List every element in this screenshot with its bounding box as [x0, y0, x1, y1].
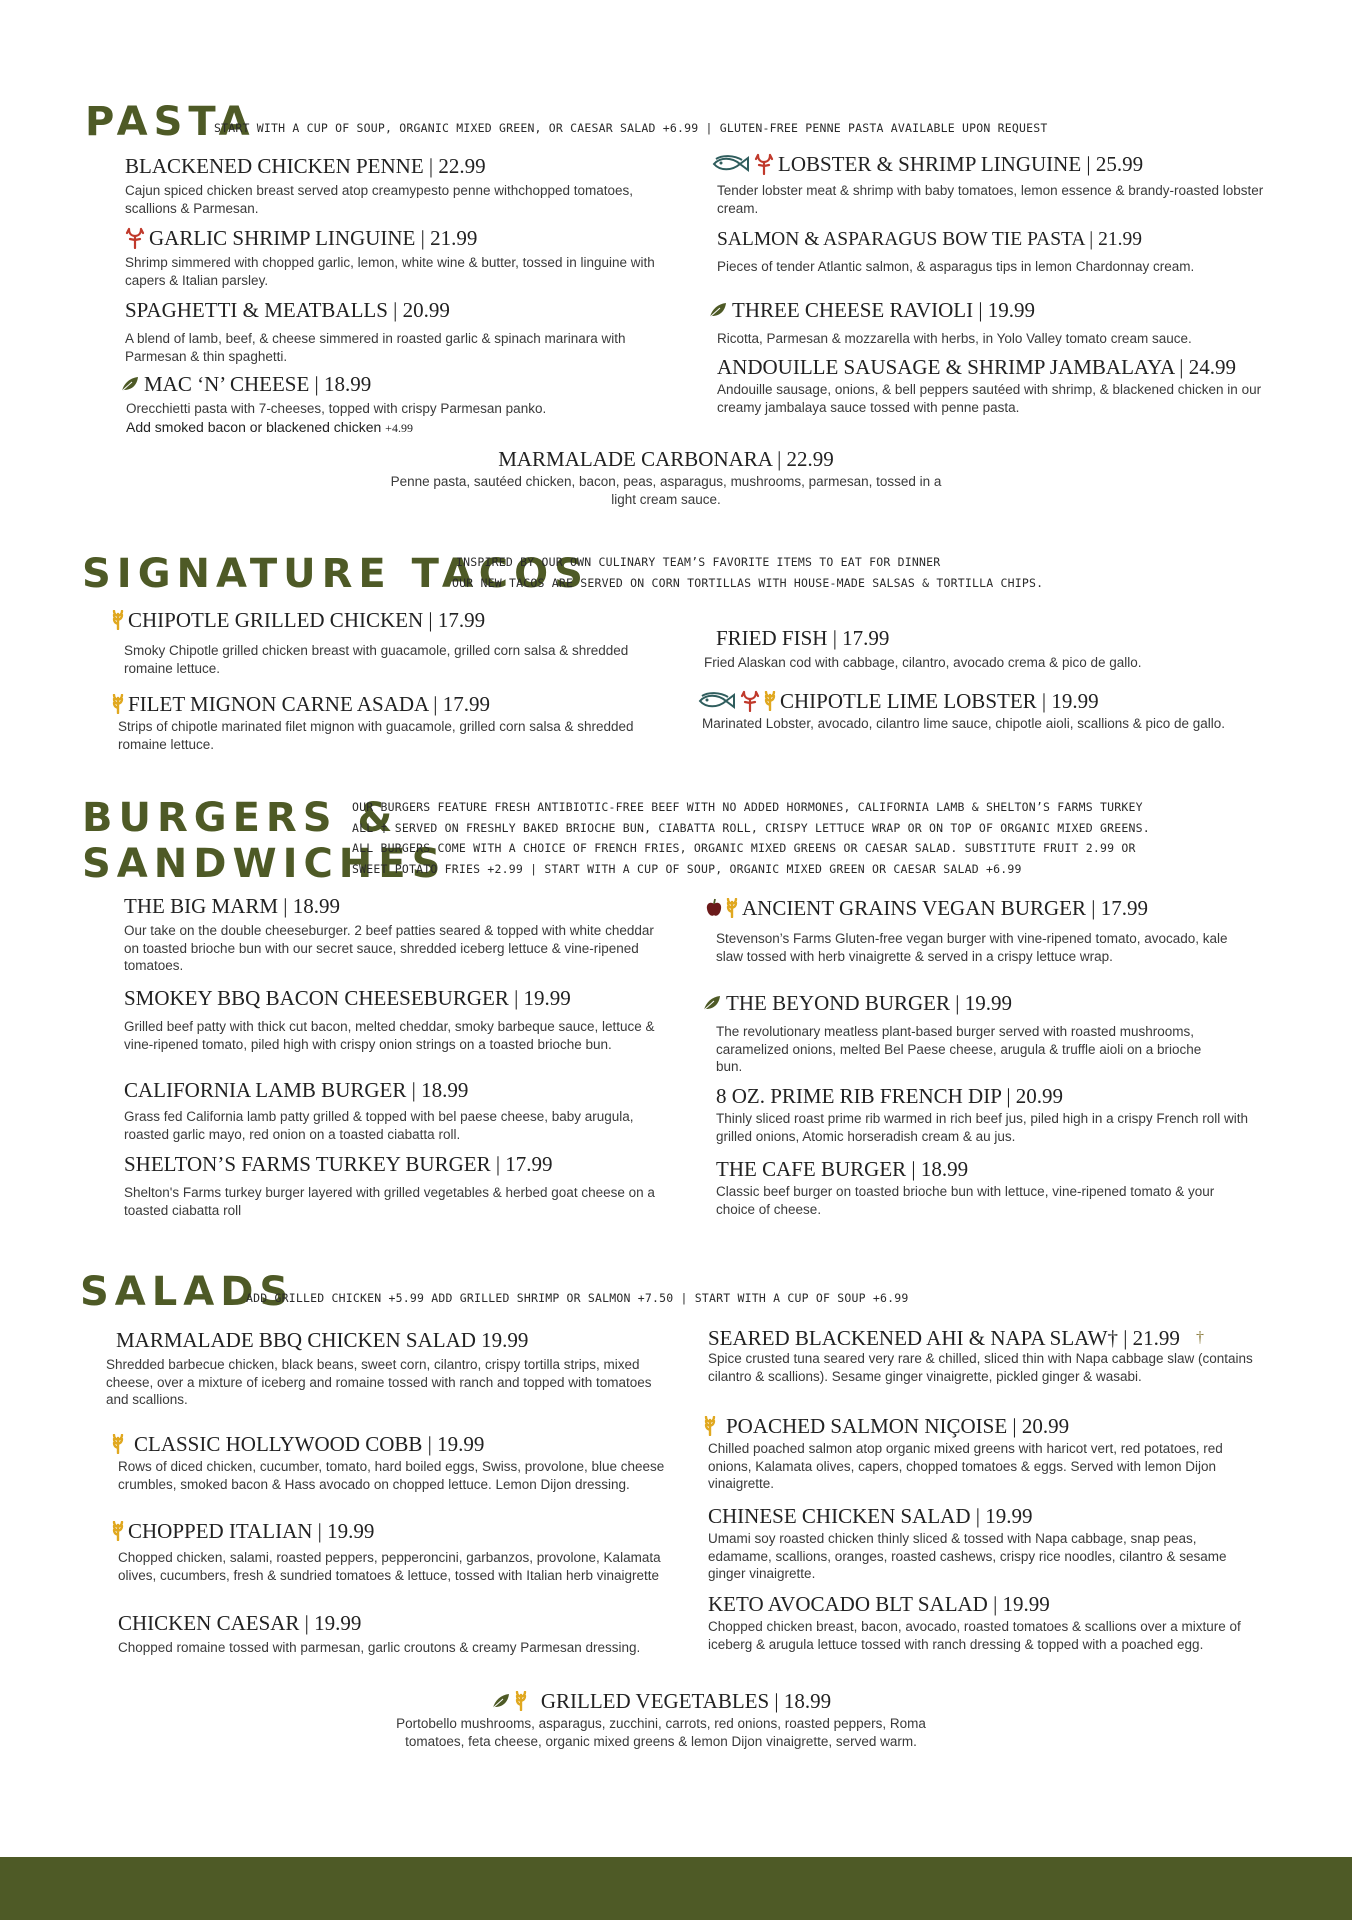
item-desc: Shelton's Farms turkey burger layered with grilled vegetables & herbed goat cheese on a toasted ciabatta roll [124, 1185, 655, 1218]
menu-item [118, 1611, 658, 1657]
gluten-free-icon [726, 898, 738, 918]
menu-item [717, 355, 1272, 416]
item-name: CHIPOTLE LIME LOBSTER | 19.99 [780, 689, 1099, 713]
item-desc: Chopped romaine tossed with parmesan, garlic croutons & creamy Parmesan dressing. [118, 1640, 641, 1655]
item-name: SMOKEY BBQ BACON CHEESEBURGER | 19.99 [124, 986, 571, 1010]
menu-item [125, 298, 645, 365]
menu-item [112, 1519, 667, 1584]
item-name: CALIFORNIA LAMB BURGER | 18.99 [124, 1078, 469, 1102]
menu-item [125, 154, 665, 217]
menu-item [124, 986, 669, 1053]
item-desc: Stevenson’s Farms Gluten-free vegan burger with vine-ripened tomato, avocado, kale slaw tossed with herb vinaigrette & served in a crispy lettuce wrap. [716, 931, 1228, 964]
vegan-apple-icon [706, 898, 722, 918]
menu-item [396, 1689, 926, 1750]
item-name: SEARED BLACKENED AHI & NAPA SLAW† | 21.99 [708, 1326, 1180, 1350]
item-name: THE BIG MARM | 18.99 [124, 894, 340, 918]
menu-item [704, 626, 1264, 672]
gluten-free-icon [112, 1434, 124, 1454]
item-desc: Tender lobster meat & shrimp with baby tomatoes, lemon essence & brandy-roasted lobster cream. [717, 183, 1264, 216]
item-name: SHELTON’S FARMS TURKEY BURGER | 17.99 [124, 1152, 553, 1176]
menu-item [124, 1152, 669, 1219]
item-name: THREE CHEESE RAVIOLI | 19.99 [732, 298, 1036, 322]
item-name: MARMALADE BBQ CHICKEN SALAD 19.99 [116, 1328, 529, 1352]
menu-item [712, 152, 1272, 217]
item-desc: Our take on the double cheeseburger. 2 beef patties seared & topped with white cheddar on toasted brioche bun with our secret sauce, shredded iceberg lettuce & vine-ripened tomatoes. [124, 923, 654, 973]
menu-item [106, 1328, 666, 1409]
menu-item [706, 896, 1266, 965]
item-name: 8 OZ. PRIME RIB FRENCH DIP | 20.99 [716, 1084, 1064, 1108]
item-desc: Penne pasta, sautéed chicken, bacon, peas, asparagus, mushrooms, parmesan, tossed in a light cream sauce. [390, 474, 942, 507]
menu-item [112, 692, 667, 753]
item-desc: Fried Alaskan cod with cabbage, cilantro, avocado crema & pico de gallo. [704, 655, 1142, 670]
item-desc: Chopped chicken breast, bacon, avocado, roasted tomatoes & scallions over a mixture of iceberg & arugula lettuce tossed with ranch dressing & topped with a poached egg. [708, 1619, 1241, 1652]
footer-band [0, 1857, 1352, 1920]
gluten-free-icon [704, 1416, 716, 1436]
addon-price: +4.99 [385, 420, 413, 435]
pasta-note: START WITH A CUP OF SOUP, ORGANIC MIXED GREEN, OR CAESAR SALAD +6.99 | GLUTEN-FREE PENNE PASTA AVAILABLE UPON REQUEST [214, 121, 1048, 135]
item-name: GARLIC SHRIMP LINGUINE | 21.99 [149, 226, 478, 250]
vegetarian-leaf-icon [702, 994, 722, 1012]
burgers-section-title-line1: BURGERS & [82, 795, 399, 841]
item-desc: A blend of lamb, beef, & cheese simmered in roasted garlic & spinach marinara with Parmesan & thin spaghetti. [125, 331, 626, 364]
menu-item [112, 1432, 667, 1493]
menu-item [708, 298, 1268, 348]
vegetarian-leaf-icon [120, 375, 140, 393]
item-name: SPAGHETTI & MEATBALLS | 20.99 [125, 298, 450, 322]
item-name: LOBSTER & SHRIMP LINGUINE | 25.99 [778, 152, 1144, 176]
gluten-free-icon [112, 1521, 124, 1541]
vegetarian-leaf-icon [708, 301, 728, 319]
item-name: KETO AVOCADO BLT SALAD | 19.99 [708, 1592, 1050, 1616]
item-desc: Chopped chicken, salami, roasted peppers, pepperoncini, garbanzos, provolone, Kalamata olives, cucumbers, fresh & sundried tomatoes & lettuce, tossed with Italian herb vinaigrette [118, 1550, 661, 1583]
tacos-section-title: SIGNATURE TACOS [82, 551, 589, 597]
item-name: ANDOUILLE SAUSAGE & SHRIMP JAMBALAYA | 24.99 [717, 355, 1236, 379]
item-addon: Add smoked bacon or blackened chicken +4.99 [126, 418, 413, 435]
shellfish-icon [125, 227, 145, 249]
shellfish-icon [754, 153, 774, 175]
item-desc: The revolutionary meatless plant-based burger served with roasted mushrooms, caramelized onions, melted Bel Paese cheese, arugula & truffle aioli on a brioche bun. [716, 1024, 1202, 1074]
dagger-mark: † [1195, 1329, 1204, 1346]
item-desc: Orecchietti pasta with 7-cheeses, topped with crispy Parmesan panko. [126, 401, 547, 416]
item-desc: Thinly sliced roast prime rib warmed in rich beef jus, piled high in a crispy French roll with grilled onions, Atomic horseradish cream & au jus. [716, 1111, 1248, 1144]
item-name: FRIED FISH | 17.99 [716, 626, 890, 650]
item-desc: Shrimp simmered with chopped garlic, lemon, white wine & butter, tossed in linguine with capers & Italian parsley. [125, 255, 655, 288]
item-name: MAC ‘N’ CHEESE | 18.99 [144, 372, 372, 396]
menu-item [717, 228, 1242, 276]
menu-item [716, 1157, 1236, 1218]
fish-icon [698, 692, 736, 710]
burgers-section-title-line2: SANDWICHES [82, 841, 447, 887]
item-name: CHIPOTLE GRILLED CHICKEN | 17.99 [128, 608, 486, 632]
item-name: THE CAFE BURGER | 18.99 [716, 1157, 969, 1181]
item-desc: Grass fed California lamb patty grilled & topped with bel paese cheese, baby arugula, roasted garlic mayo, red onion on a toasted ciabatta roll. [124, 1109, 634, 1142]
menu-item [124, 894, 664, 975]
gluten-free-icon [515, 1691, 527, 1711]
item-desc: Spice crusted tuna seared very rare & chilled, sliced thin with Napa cabbage slaw (contains cilantro & scallions). Sesame ginger vinaigrette, pickled ginger & wasabi. [708, 1351, 1253, 1384]
menu-item [120, 372, 660, 437]
item-desc: Chilled poached salmon atop organic mixed greens with haricot vert, red potatoes, red onions, Kalamata olives, capers, chopped tomatoes & eggs. Served with lemon Dijon vinaigrette. [708, 1441, 1223, 1491]
item-desc: Umami soy roasted chicken thinly sliced & tossed with Napa cabbage, snap peas, edamame, scallions, oranges, roasted cashews, crispy rice noodles, cilantro & sesame ginger vinaigrette. [708, 1531, 1227, 1581]
item-desc: Grilled beef patty with thick cut bacon, melted cheddar, smoky barbeque sauce, lettuce & vine-ripened tomato, piled high with crispy onion strings on a toasted brioche bun. [124, 1019, 655, 1052]
menu-item [124, 1078, 669, 1143]
item-desc: Portobello mushrooms, asparagus, zucchini, carrots, red onions, roasted peppers, Roma tomatoes, feta cheese, organic mixed greens & lemon Dijon vinaigrette, served warm. [396, 1716, 926, 1749]
item-name: MARMALADE CARBONARA | 22.99 [498, 447, 834, 471]
item-desc: Rows of diced chicken, cucumber, tomato, hard boiled eggs, Swiss, provolone, blue cheese crumbles, smoked bacon & Hass avocado on chopped lettuce. Lemon Dijon dressing. [118, 1459, 665, 1492]
gluten-free-icon [112, 694, 124, 714]
item-desc: Pieces of tender Atlantic salmon, & asparagus tips in lemon Chardonnay cream. [717, 259, 1195, 274]
item-name: BLACKENED CHICKEN PENNE | 22.99 [125, 154, 486, 178]
menu-item [112, 608, 672, 677]
tacos-note-line2: OUR NEW TACOS ARE SERVED ON CORN TORTILLAS WITH HOUSE-MADE SALSAS & TORTILLA CHIPS. [452, 576, 1044, 590]
pasta-section-title: PASTA [85, 99, 256, 145]
item-desc: Andouille sausage, onions, & bell peppers sautéed with shrimp, & blackened chicken in our creamy jambalaya sauce tossed with penne pasta. [717, 382, 1262, 415]
menu-item [708, 1592, 1253, 1653]
tacos-note-line1: INSPIRED BY OUR OWN CULINARY TEAM’S FAVORITE ITEMS TO EAT FOR DINNER [456, 555, 941, 569]
item-name: POACHED SALMON NIÇOISE | 20.99 [726, 1414, 1070, 1438]
item-desc: Strips of chipotle marinated filet mignon with guacamole, grilled corn salsa & shredded romaine lettuce. [118, 719, 634, 752]
shellfish-icon [740, 690, 760, 712]
item-desc: Marinated Lobster, avocado, cilantro lime sauce, chipotle aioli, scallions & pico de gallo. [702, 716, 1226, 731]
menu-item [704, 1414, 1264, 1493]
vegetarian-leaf-icon [491, 1692, 511, 1710]
item-name: CHICKEN CAESAR | 19.99 [118, 1611, 362, 1635]
item-name: CHINESE CHICKEN SALAD | 19.99 [708, 1504, 1033, 1528]
item-name: FILET MIGNON CARNE ASADA | 17.99 [128, 692, 491, 716]
menu-item [716, 1084, 1261, 1145]
menu-item [386, 447, 946, 508]
item-name: ANCIENT GRAINS VEGAN BURGER | 17.99 [742, 896, 1148, 920]
item-desc: Cajun spiced chicken breast served atop creamypesto penne withchopped tomatoes, scallions & Parmesan. [125, 183, 634, 216]
menu-item [698, 689, 1258, 733]
item-desc: Classic beef burger on toasted brioche bun with lettuce, vine-ripened tomato & your choice of cheese. [716, 1184, 1215, 1217]
item-desc: Shredded barbecue chicken, black beans, sweet corn, cilantro, crispy tortilla strips, mixed cheese, over a mixture of iceberg and romaine tossed with ranch and topped with tomatoes and scallions. [106, 1357, 652, 1407]
gluten-free-icon [112, 610, 124, 630]
burgers-note: OUR BURGERS FEATURE FRESH ANTIBIOTIC-FREE BEEF WITH NO ADDED HORMONES, CALIFORNIA LAMB & SHELTON’S FARMS TURKEY ALL † SERVED ON FRESHLY BAKED BRIOCHE BUN, CIABATTA ROLL, CRISPY LETTUCE WRAP OR ON TOP OF ORGANIC MIXED GREENS. ALL BURGERS COME WITH A CHOICE OF FRENCH FRIES, ORGANIC MIXED GREENS OR CAESAR SALAD. SUBSTITUTE FRUIT 2.99 OR SWEET POTATO FRIES +2.99 | START WITH A CUP OF SOUP, ORGANIC MIXED GREEN OR CAESAR SALAD +6.99 [352, 800, 1150, 876]
salads-section-title: SALADS [80, 1269, 295, 1315]
item-name: CHOPPED ITALIAN | 19.99 [128, 1519, 375, 1543]
item-name: SALMON & ASPARAGUS BOW TIE PASTA | 21.99 [717, 229, 1142, 250]
salads-note: ADD GRILLED CHICKEN +5.99 ADD GRILLED SHRIMP OR SALMON +7.50 | START WITH A CUP OF SOUP +6.99 [246, 1291, 909, 1305]
gluten-free-icon [764, 691, 776, 711]
item-name: CLASSIC HOLLYWOOD COBB | 19.99 [134, 1432, 485, 1456]
menu-item [708, 1326, 1268, 1385]
item-name: THE BEYOND BURGER | 19.99 [726, 991, 1012, 1015]
item-desc: Ricotta, Parmesan & mozzarella with herbs, in Yolo Valley tomato cream sauce. [717, 331, 1192, 346]
menu-item [702, 991, 1247, 1076]
item-name: GRILLED VEGETABLES | 18.99 [540, 1689, 832, 1713]
menu-item [125, 226, 670, 289]
menu-item [708, 1504, 1253, 1583]
fish-icon [712, 155, 750, 173]
item-desc: Smoky Chipotle grilled chicken breast with guacamole, grilled corn salsa & shredded romaine lettuce. [124, 643, 629, 676]
